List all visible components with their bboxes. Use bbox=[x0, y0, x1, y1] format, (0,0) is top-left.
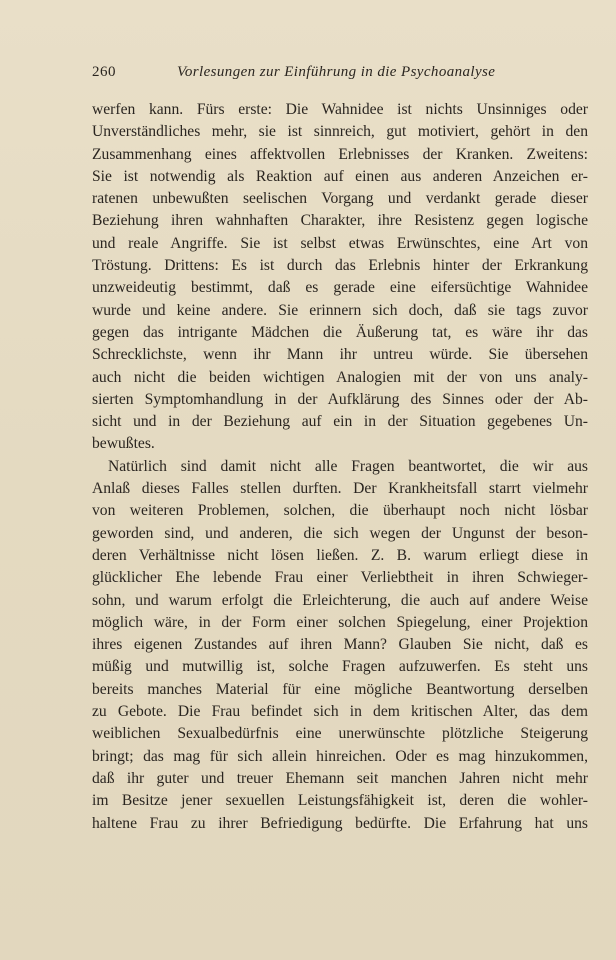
text-line: Tröstung. Drittens: Es ist durch das Erlebnis hinter der Erkrankung bbox=[92, 257, 588, 275]
text-line: Natürlich sind damit nicht alle Fragen beantwortet, die wir aus bbox=[108, 457, 588, 475]
page-number: 260 bbox=[92, 64, 116, 80]
text-line: sierten Symptomhandlung in der Aufklärung des Sinnes oder der Ab- bbox=[92, 390, 588, 408]
text-line: bereits manches Material für eine mögliche Beantwortung derselben bbox=[92, 680, 588, 698]
text-line: sicht und in der Beziehung auf ein in der Situation gegebenes Un- bbox=[92, 413, 588, 431]
text-line: daß ihr guter und treuer Ehemann seit manchen Jahren nicht mehr bbox=[92, 769, 588, 787]
body-text bbox=[92, 99, 588, 835]
text-line: Schrecklichste, wenn ihr Mann ihr untreu würde. Sie übersehen bbox=[92, 346, 588, 364]
text-line: Unverständliches mehr, sie ist sinnreich, gut motiviert, gehört in den bbox=[92, 123, 588, 141]
text-line: geworden sind, und anderen, die sich wegen der Ungunst der beson- bbox=[92, 524, 588, 542]
text-line: im Besitze jener sexuellen Leistungsfähigkeit ist, deren die wohler- bbox=[92, 792, 588, 810]
running-header bbox=[92, 64, 522, 88]
text-line: ihres eigenen Zustandes auf ihren Mann? Glauben Sie nicht, daß es bbox=[92, 636, 588, 654]
text-line: Sie ist notwendig als Reaktion auf einen aus anderen Anzeichen er- bbox=[92, 167, 588, 185]
text-line: Anlaß dieses Falles stellen durften. Der Krankheitsfall starrt vielmehr bbox=[92, 480, 588, 498]
text-line: glücklicher Ehe lebende Frau einer Verliebtheit in ihren Schwieger- bbox=[92, 569, 588, 587]
text-line: Zusammenhang eines affektvollen Erlebnisses der Kranken. Zweitens: bbox=[92, 145, 588, 163]
paragraph-2 bbox=[92, 456, 588, 835]
text-line: ratenen unbewußten seelischen Vorgang und verdankt gerade dieser bbox=[92, 190, 588, 208]
text-line: gegen das intrigante Mädchen die Äußerung tat, es wäre ihr das bbox=[92, 323, 588, 341]
text-line: werfen kann. Fürs erste: Die Wahnidee ist nichts Unsinniges oder bbox=[92, 101, 588, 118]
text-line: weiblichen Sexualbedürfnis eine unerwünschte plötzliche Steigerung bbox=[92, 725, 588, 743]
text-line: bewußtes. bbox=[92, 435, 155, 453]
text-line: haltene Frau zu ihrer Befriedigung bedürfte. Die Erfahrung hat uns bbox=[92, 814, 588, 832]
text-line: und reale Angriffe. Sie ist selbst etwas Erwünschtes, eine Art von bbox=[92, 234, 588, 252]
text-line: unzweideutig bestimmt, daß es gerade eine eifersüchtige Wahnidee bbox=[92, 279, 588, 297]
paragraph-1 bbox=[92, 99, 588, 456]
text-line: Beziehung ihren wahnhaften Charakter, ihre Resistenz gegen logische bbox=[92, 212, 588, 230]
text-line: bringt; das mag für sich allein hinreichen. Oder es mag hinzukommen, bbox=[92, 747, 588, 765]
text-line: wurde und keine andere. Sie erinnern sich doch, daß sie tags zuvor bbox=[92, 301, 588, 319]
text-line: müßig und mutwillig ist, solche Fragen aufzuwerfen. Es steht uns bbox=[92, 658, 588, 676]
text-line: zu Gebote. Die Frau befindet sich in dem kritischen Alter, das dem bbox=[92, 703, 588, 721]
text-line: auch nicht die beiden wichtigen Analogien mit der von uns analy- bbox=[92, 368, 588, 386]
text-line: sohn, und warum erfolgt die Erleichterung, die auch auf andere Weise bbox=[92, 591, 588, 609]
text-line: von weiteren Problemen, solchen, die überhaupt noch nicht lösbar bbox=[92, 502, 588, 520]
text-line: deren Verhältnisse nicht lösen ließen. Z. B. warum erliegt diese in bbox=[92, 546, 588, 564]
text-line: möglich wäre, in der Form einer solchen Spiegelung, einer Projektion bbox=[92, 613, 588, 631]
running-title: Vorlesungen zur Einführung in die Psychoanalyse bbox=[177, 64, 496, 80]
